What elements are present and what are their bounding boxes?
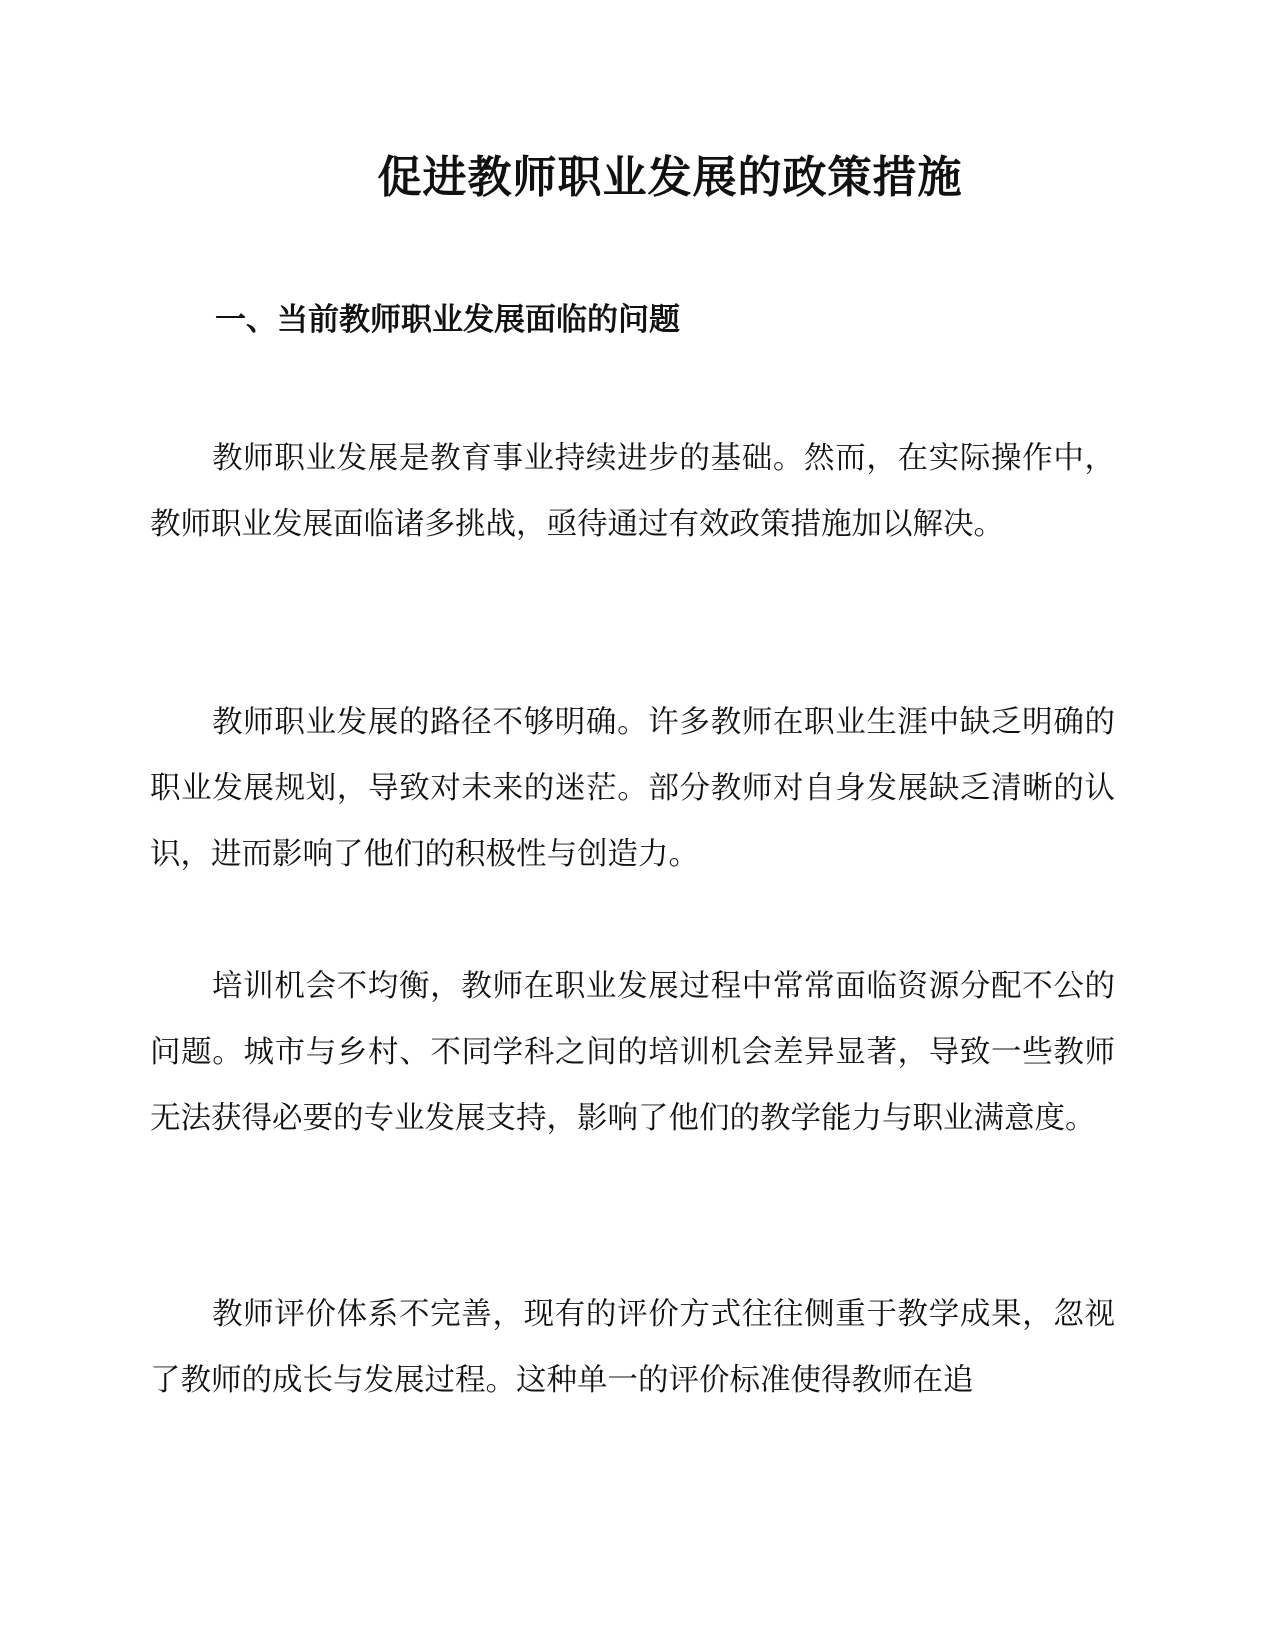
section-heading: 一、当前教师职业发展面临的问题 <box>215 302 680 338</box>
body-paragraph: 教师职业发展的路径不够明确。许多教师在职业生涯中缺乏明确的职业发展规划，导致对未来的迷茫。部分教师对自身发展缺乏清晰的认识，进而影响了他们的积极性与创造力。 <box>150 705 1115 872</box>
body-paragraph: 教师职业发展是教育事业持续进步的基础。然而，在实际操作中，教师职业发展面临诸多挑战，亟待通过有效政策措施加以解决。 <box>150 441 1115 542</box>
body-paragraph: 培训机会不均衡，教师在职业发展过程中常常面临资源分配不公的问题。城市与乡村、不同学科之间的培训机会差异显著，导致一些教师无法获得必要的专业发展支持，影响了他们的教学能力与职业满意度。 <box>150 969 1115 1136</box>
body-paragraph: 教师评价体系不完善，现有的评价方式往往侧重于教学成果，忽视了教师的成长与发展过程。这种单一的评价标准使得教师在追 <box>150 1297 1115 1398</box>
document-title: 促进教师职业发展的政策措施 <box>377 152 963 203</box>
